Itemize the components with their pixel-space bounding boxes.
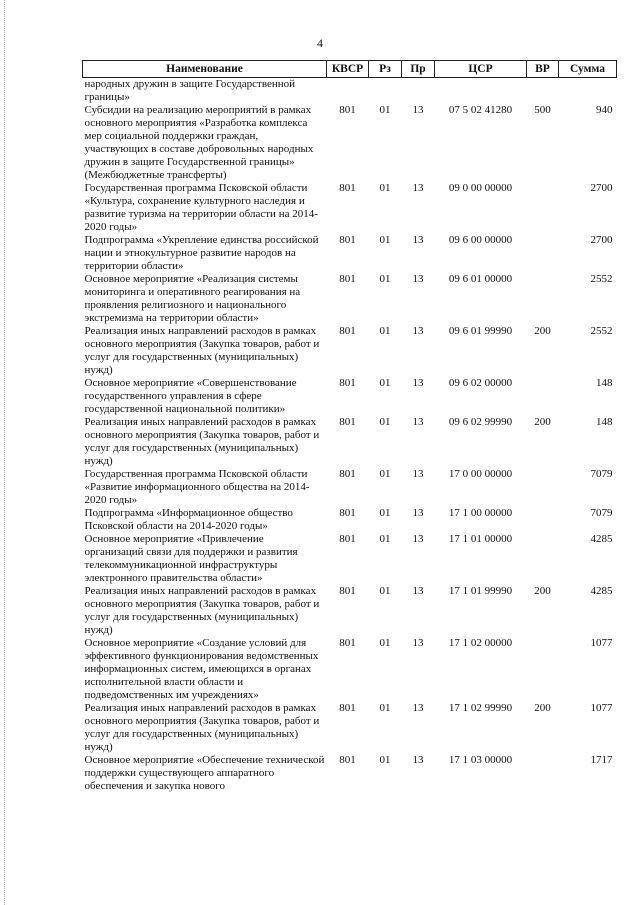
table-row xyxy=(83,702,617,754)
cell-kvsr: 801 xyxy=(339,325,356,337)
cell-csr: 17 0 00 00000 xyxy=(448,468,513,480)
cell-kvsr: 801 xyxy=(339,104,356,116)
cell-vr xyxy=(527,182,559,234)
cell-rz: 01 xyxy=(379,533,391,545)
cell-sum: 1077 xyxy=(590,637,613,649)
cell-name: Государственная программа Псковской области «Развитие информационного общества на 2014-2020 годы» xyxy=(84,468,310,506)
cell-csr: 17 1 03 00000 xyxy=(448,754,513,766)
cell-pr: 13 xyxy=(412,273,424,285)
table-row xyxy=(83,507,617,533)
header-name: Наименование xyxy=(83,61,327,78)
table-row xyxy=(83,468,617,507)
cell-vr xyxy=(527,637,559,702)
cell-sum: 7079 xyxy=(590,468,613,480)
cell-vr: 200 xyxy=(534,416,551,428)
cell-rz: 01 xyxy=(379,507,391,519)
cell-name: Государственная программа Псковской области «Культура, сохранение культурного наследия и развитие туризма на территории области на 2014-2020 годы» xyxy=(84,182,318,233)
cell-pr: 13 xyxy=(412,325,424,337)
cell-pr: 13 xyxy=(412,234,424,246)
cell-vr xyxy=(527,468,559,507)
cell-name: Реализация иных направлений расходов в рамках основного мероприятия (Закупка товаров, работ и услуг для государственных (муниципальных) нужд) xyxy=(84,325,320,376)
cell-csr: 09 0 00 00000 xyxy=(448,182,513,194)
cell-vr: 200 xyxy=(534,702,551,714)
table-row xyxy=(83,273,617,325)
header-pr: Пр xyxy=(402,61,435,78)
table-row xyxy=(83,754,617,793)
cell-sum: 2700 xyxy=(590,234,613,246)
cell-kvsr: 801 xyxy=(339,273,356,285)
table-row xyxy=(83,637,617,702)
cell-rz: 01 xyxy=(379,702,391,714)
cell-sum: 2552 xyxy=(590,273,613,285)
cell-name: Реализация иных направлений расходов в рамках основного мероприятия (Закупка товаров, работ и услуг для государственных (муниципальных) нужд) xyxy=(84,585,320,636)
table-row xyxy=(83,533,617,585)
table-row xyxy=(83,325,617,377)
cell-sum: 148 xyxy=(596,377,613,389)
cell-kvsr: 801 xyxy=(339,182,356,194)
cell-csr: 09 6 02 00000 xyxy=(448,377,513,389)
cell-sum: 4285 xyxy=(590,585,613,597)
cell-vr: 200 xyxy=(534,325,551,337)
cell-name: Основное мероприятие «Создание условий для эффективного функционирования ведомственных информационных систем, имеющихся в органах исполнительной власти области и подведомственных им учреждениях» xyxy=(84,637,319,701)
cell-kvsr: 801 xyxy=(339,507,356,519)
cell-rz: 01 xyxy=(379,754,391,766)
cell-pr: 13 xyxy=(412,637,424,649)
cell-vr: 500 xyxy=(534,104,551,116)
cell-csr xyxy=(435,78,527,105)
cell-rz: 01 xyxy=(379,325,391,337)
cell-rz: 01 xyxy=(379,468,391,480)
cell-csr: 17 1 02 99990 xyxy=(448,702,513,714)
cell-sum: 1077 xyxy=(590,702,613,714)
cell-vr xyxy=(527,377,559,416)
cell-rz: 01 xyxy=(379,273,391,285)
header-sum: Сумма xyxy=(559,61,617,78)
cell-pr: 13 xyxy=(412,468,424,480)
cell-rz: 01 xyxy=(379,182,391,194)
cell-pr: 13 xyxy=(412,702,424,714)
cell-csr: 09 6 00 00000 xyxy=(448,234,513,246)
header-csr: ЦСР xyxy=(435,61,527,78)
cell-sum: 2700 xyxy=(590,182,613,194)
cell-rz: 01 xyxy=(379,637,391,649)
cell-csr: 09 6 01 00000 xyxy=(448,273,513,285)
cell-kvsr: 801 xyxy=(339,585,356,597)
scan-margin-edge xyxy=(0,0,5,905)
cell-pr: 13 xyxy=(412,585,424,597)
cell-kvsr xyxy=(327,78,369,105)
table-row xyxy=(83,234,617,273)
table-row xyxy=(83,182,617,234)
cell-kvsr: 801 xyxy=(339,377,356,389)
header-vr: ВР xyxy=(527,61,559,78)
cell-name: Подпрограмма «Информационное общество Псковской области на 2014-2020 годы» xyxy=(84,507,293,532)
cell-name: Реализация иных направлений расходов в рамках основного мероприятия (Закупка товаров, работ и услуг для государственных (муниципальных) нужд) xyxy=(84,416,320,467)
cell-sum: 1717 xyxy=(590,754,613,766)
cell-rz: 01 xyxy=(379,377,391,389)
cell-rz: 01 xyxy=(379,585,391,597)
table-header-row xyxy=(83,61,617,78)
cell-kvsr: 801 xyxy=(339,754,356,766)
budget-table xyxy=(82,60,617,793)
cell-name: Основное мероприятие «Совершенствование государственного управления в сфере государственной национальной политики» xyxy=(84,377,297,415)
cell-name: Основное мероприятие «Реализация системы мониторинга и оперативного реагирования на проявления религиозного и национального экстремизма на территории области» xyxy=(84,273,301,324)
cell-rz: 01 xyxy=(379,234,391,246)
cell-vr xyxy=(527,533,559,585)
cell-sum xyxy=(559,78,617,105)
cell-kvsr: 801 xyxy=(339,234,356,246)
cell-csr: 17 1 02 00000 xyxy=(448,637,513,649)
cell-vr xyxy=(527,273,559,325)
cell-pr: 13 xyxy=(412,754,424,766)
cell-pr: 13 xyxy=(412,104,424,116)
cell-csr: 09 6 01 99990 xyxy=(448,325,513,337)
cell-kvsr: 801 xyxy=(339,533,356,545)
cell-name: Основное мероприятие «Привлечение организаций связи для поддержки и развития телекоммуникационной инфраструктуры электронного правительства области» xyxy=(84,533,298,584)
cell-sum: 4285 xyxy=(590,533,613,545)
header-rz: Рз xyxy=(369,61,402,78)
cell-csr: 17 1 01 00000 xyxy=(448,533,513,545)
cell-vr xyxy=(527,78,559,105)
table-row xyxy=(83,104,617,182)
cell-rz: 01 xyxy=(379,104,391,116)
cell-vr xyxy=(527,754,559,793)
cell-sum: 7079 xyxy=(590,507,613,519)
cell-pr: 13 xyxy=(412,416,424,428)
table-row xyxy=(83,377,617,416)
cell-name: Реализация иных направлений расходов в рамках основного мероприятия (Закупка товаров, работ и услуг для государственных (муниципальных) нужд) xyxy=(84,702,320,753)
cell-csr: 17 1 00 00000 xyxy=(448,507,513,519)
cell-rz xyxy=(369,78,402,105)
cell-sum: 2552 xyxy=(590,325,613,337)
cell-name: Основное мероприятие «Обеспечение технической поддержки существующего аппаратного обеспечения и закупка нового xyxy=(84,754,325,792)
cell-kvsr: 801 xyxy=(339,637,356,649)
cell-pr: 13 xyxy=(412,377,424,389)
cell-vr xyxy=(527,507,559,533)
cell-kvsr: 801 xyxy=(339,702,356,714)
table-row xyxy=(83,416,617,468)
cell-sum: 940 xyxy=(596,104,613,116)
page-number: 4 xyxy=(317,36,323,50)
table-row xyxy=(83,78,617,105)
table-body xyxy=(83,78,617,794)
cell-name: Субсидии на реализацию мероприятий в рамках основного мероприятия «Разработка комплекса мер социальной поддержки граждан, участвующих в составе добровольных народных дружин в защите Государственной границы» (Межбюджетные трансферты) xyxy=(84,104,314,181)
cell-kvsr: 801 xyxy=(339,416,356,428)
cell-pr: 13 xyxy=(412,533,424,545)
cell-pr: 13 xyxy=(412,182,424,194)
cell-pr xyxy=(402,78,435,105)
cell-sum: 148 xyxy=(596,416,613,428)
table-row xyxy=(83,585,617,637)
header-kvsr: КВСР xyxy=(327,61,369,78)
cell-name: народных дружин в защите Государственной границы» xyxy=(84,78,296,103)
cell-csr: 07 5 02 41280 xyxy=(448,104,513,116)
cell-rz: 01 xyxy=(379,416,391,428)
cell-vr xyxy=(527,234,559,273)
cell-csr: 17 1 01 99990 xyxy=(448,585,513,597)
cell-name: Подпрограмма «Укрепление единства российской нации и этнокультурное развитие народов на территории области» xyxy=(84,234,319,272)
cell-csr: 09 6 02 99990 xyxy=(448,416,513,428)
cell-kvsr: 801 xyxy=(339,468,356,480)
cell-pr: 13 xyxy=(412,507,424,519)
cell-vr: 200 xyxy=(534,585,551,597)
